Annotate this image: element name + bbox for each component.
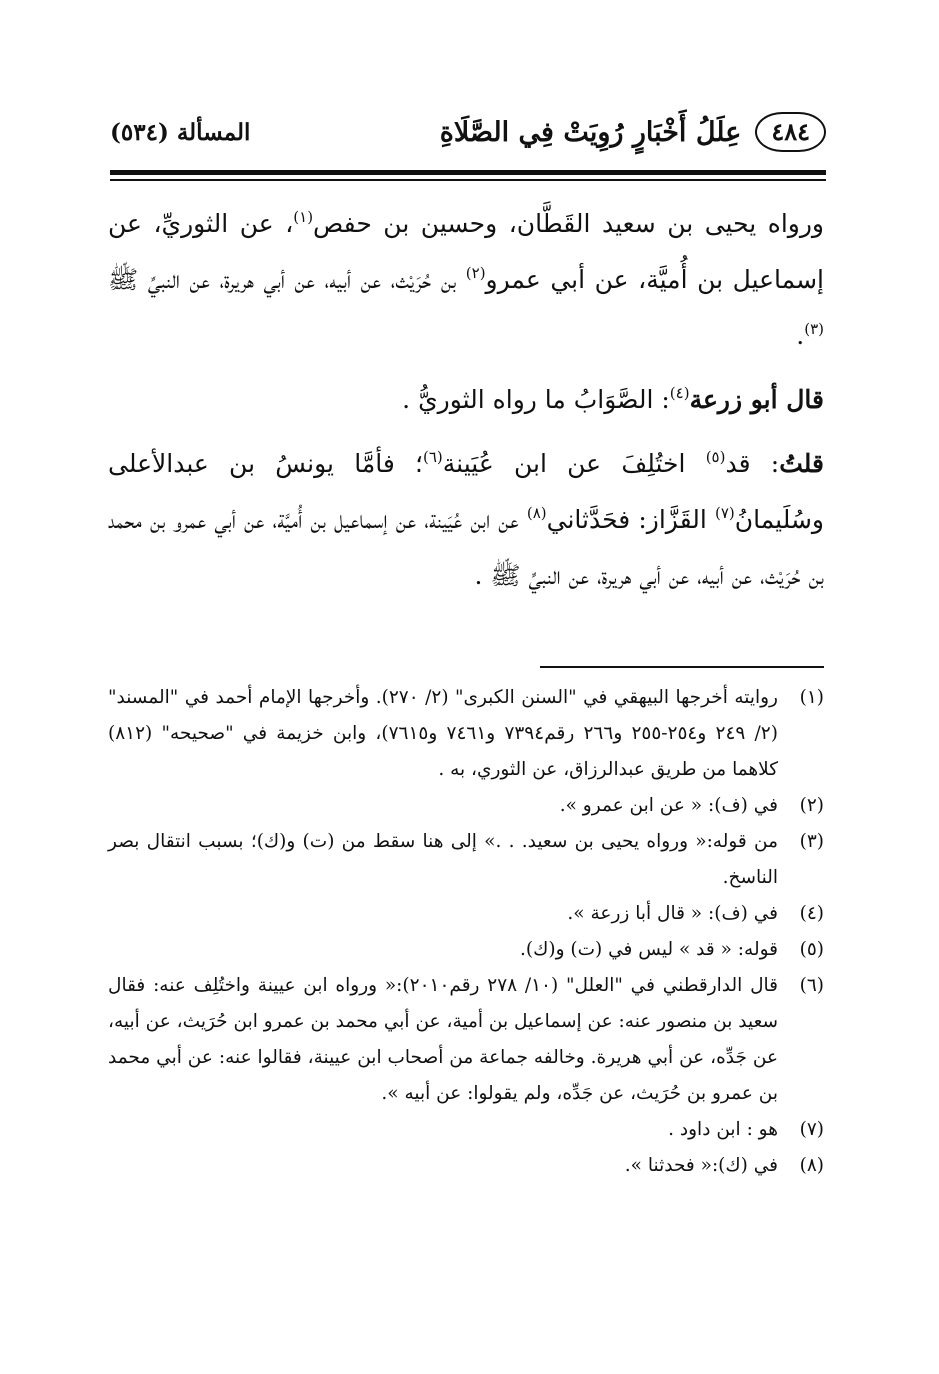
footnote-number: (٥) [799,939,824,960]
footnote-2 [108,788,824,824]
footnote-8 [108,1148,824,1184]
footnote-ref-6[interactable]: (٦) [423,448,443,466]
footnote-text: من قوله:« ورواه يحيى بن سعيد. . .» إلى هنا سقط من (ت) و(ك)؛ بسبب انتقال بصر الناسخ. [108,831,778,888]
footnote-1 [108,680,824,788]
text-span: عن ابن عُيَينة، عن إسماعيل بن أُميَّة، عن أبي عمرو بن محمد بن حُرَيْث، عن أبيه، عن أبي هريرة، عن النبيِّ ﷺ . [108,505,824,590]
footnote-ref-8[interactable]: (٨) [526,504,547,522]
issue-label: المسألة (٥٣٤) [110,118,251,146]
footnote-number: (٤) [799,903,824,924]
text-span: اختُلِفَ عن ابن عُيَينة [442,449,706,478]
page-number: ٤٨٤ [755,112,826,152]
footnote-text: في (ف): « عن ابن عمرو ». [559,795,778,816]
footnote-6 [108,968,824,1112]
footnote-number: (٨) [799,1155,824,1176]
footnote-separator [540,666,824,668]
footnote-text: قال الدارقطني في "العلل" (١٠/ ٢٧٨ رقم٢٠١٠):« ورواه ابن عيينة واختُلِف عنه: فقال سعيد بن منصور عنه: عن إسماعيل بن أمية، عن أبي محمد بن عمرو ابن حُرَيث، عن أبيه، عن جَدِّه، عن أبي هريرة. وخالفه جماعة من أصحاب ابن عيينة، فقالوا عنه: عن أبي محمد بن عمرو بن حُرَيث، عن جَدِّه، ولم يقولوا: عن أبيه ». [108,975,778,1104]
footnote-5 [108,932,824,968]
paragraph-1 [108,196,824,364]
paragraph-3 [108,436,824,604]
footnote-ref-7[interactable]: (٧) [714,504,735,522]
footnote-text: قوله: « قد » ليس في (ت) و(ك). [520,939,778,960]
paragraph-2 [108,372,824,428]
footnote-ref-2[interactable]: (٢) [465,264,486,282]
footnote-number: (٢) [799,795,824,816]
footnote-text: في (ف): « قال أبا زرعة ». [567,903,778,924]
text-span: : الصَّوَابُ ما رواه الثوريُّ . [402,385,670,414]
header-rule-thick [110,170,826,175]
header-right-group [440,112,826,152]
speaker-label: قلتُ [779,449,824,478]
speaker-label: قال أبو زرعة [689,385,824,414]
text-span: . [796,321,805,350]
footnote-ref-4[interactable]: (٤) [669,384,690,402]
text-span: ورواه يحيى بن سعيد القَطَّان، وحسين بن حفص [313,209,824,238]
footnote-text: في (ك):« فحدثنا ». [624,1155,778,1176]
footnote-number: (٣) [799,831,824,852]
footnote-text: هو : ابن داود . [668,1119,778,1140]
page-header [110,104,826,160]
footnote-3 [108,824,824,896]
footnote-number: (٧) [799,1119,824,1140]
header-rule-thin [110,179,826,181]
text-span: بن حُرَيْث، عن أبيه، عن أبي هريرة، عن النبيِّ ﷺ [108,265,466,294]
text-span: ؛ فأمَّا يونسُ بن عبدالأعلى وسُلَيمانُ [108,449,825,534]
footnotes [108,680,824,1184]
footnote-ref-3[interactable]: (٣) [804,320,824,338]
book-title: عِلَلُ أَخْبَارٍ رُوِيَتْ فِي الصَّلَاةِ [439,116,742,148]
footnote-number: (٦) [799,975,824,996]
footnote-text: روايته أخرجها البيهقي في "السنن الكبرى" (٢/ ٢٧٠). وأخرجها الإمام أحمد في "المسند" (٢/ ٢٤٩ و٢٥٤-٢٥٥ و٢٦٦ رقم٧٣٩٤ و٧٤٦١ و٧٦١٥)، وابن خزيمة في "صحيحه" (٨١٢) كلاهما من طريق عبدالرزاق، عن الثوري، به . [108,687,778,780]
footnote-number: (١) [799,687,824,708]
footnote-ref-5[interactable]: (٥) [705,448,726,466]
text-span: القَزَّاز: فحَدَّثاني [546,505,715,534]
text-span: : قد [725,449,780,478]
footnote-4 [108,896,824,932]
text-span: ، عن الثوريِّ، عن إسماعيل بن أُميَّة، عن أبي عمرو [108,209,824,294]
main-text [108,196,824,612]
footnote-7 [108,1112,824,1148]
footnote-ref-1[interactable]: (١) [293,208,314,226]
